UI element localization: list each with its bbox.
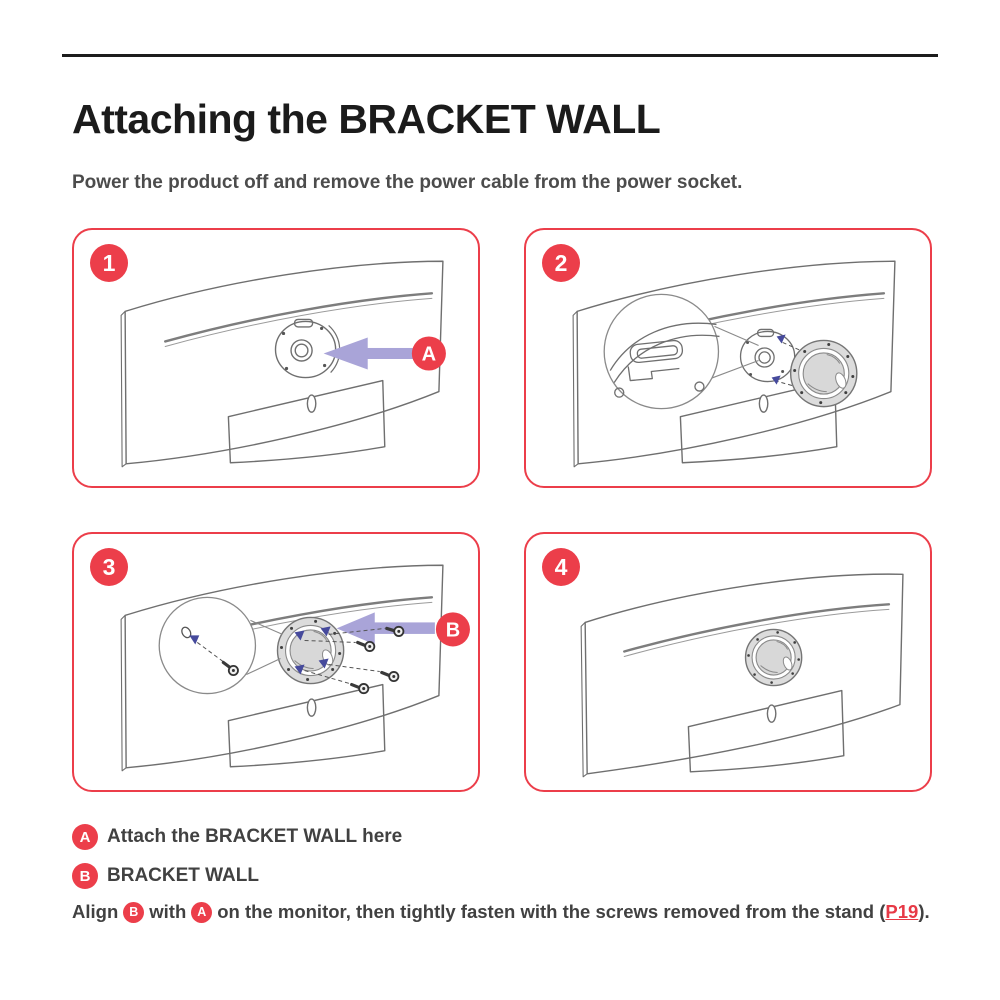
monitor-back-illustration: [74, 534, 478, 790]
align-lead-text: Align: [72, 901, 119, 922]
legend-item-a: [72, 824, 402, 850]
step-number-badge: 4: [542, 548, 580, 586]
legend-item-b: [72, 863, 259, 889]
callout-b-badge: B: [72, 863, 98, 889]
align-tail-text: on the monitor, then tightly fasten with the screws removed from the stand (: [217, 901, 886, 922]
align-mid-text: with: [149, 901, 187, 922]
step-number-badge: 2: [542, 244, 580, 282]
svg-text:B: B: [445, 619, 461, 642]
bracket-wall-ring: [746, 629, 802, 685]
legend-a-text: Attach the BRACKET WALL here: [107, 826, 403, 847]
callout-b-badge: [436, 612, 470, 646]
step-panel-1: [72, 228, 480, 488]
step-panel-4: [524, 532, 932, 792]
callout-a-badge: [412, 336, 446, 370]
instruction-text: Power the product off and remove the power cable from the power socket.: [72, 172, 743, 193]
step-number-badge: 1: [90, 244, 128, 282]
callout-a-badge: A: [72, 824, 98, 850]
page-link-p19[interactable]: P19: [885, 901, 919, 922]
legend-b-text: BRACKET WALL: [107, 865, 259, 886]
monitor-back-illustration: [526, 230, 930, 486]
page-title: Attaching the BRACKET WALL: [72, 96, 661, 142]
step-panel-3: [72, 532, 480, 792]
step-number-badge: 3: [90, 548, 128, 586]
top-divider: [62, 54, 938, 57]
svg-text:A: A: [421, 343, 437, 366]
callout-a-badge: A: [191, 902, 212, 923]
step-panel-2: [524, 228, 932, 488]
monitor-back-illustration: [74, 230, 478, 486]
align-end-text: ).: [918, 901, 930, 922]
monitor-back-illustration: [526, 534, 930, 790]
bracket-wall-ring: [278, 617, 344, 683]
align-instruction: [72, 901, 930, 923]
callout-b-badge: B: [123, 902, 144, 923]
bracket-wall-ring: [791, 340, 857, 406]
